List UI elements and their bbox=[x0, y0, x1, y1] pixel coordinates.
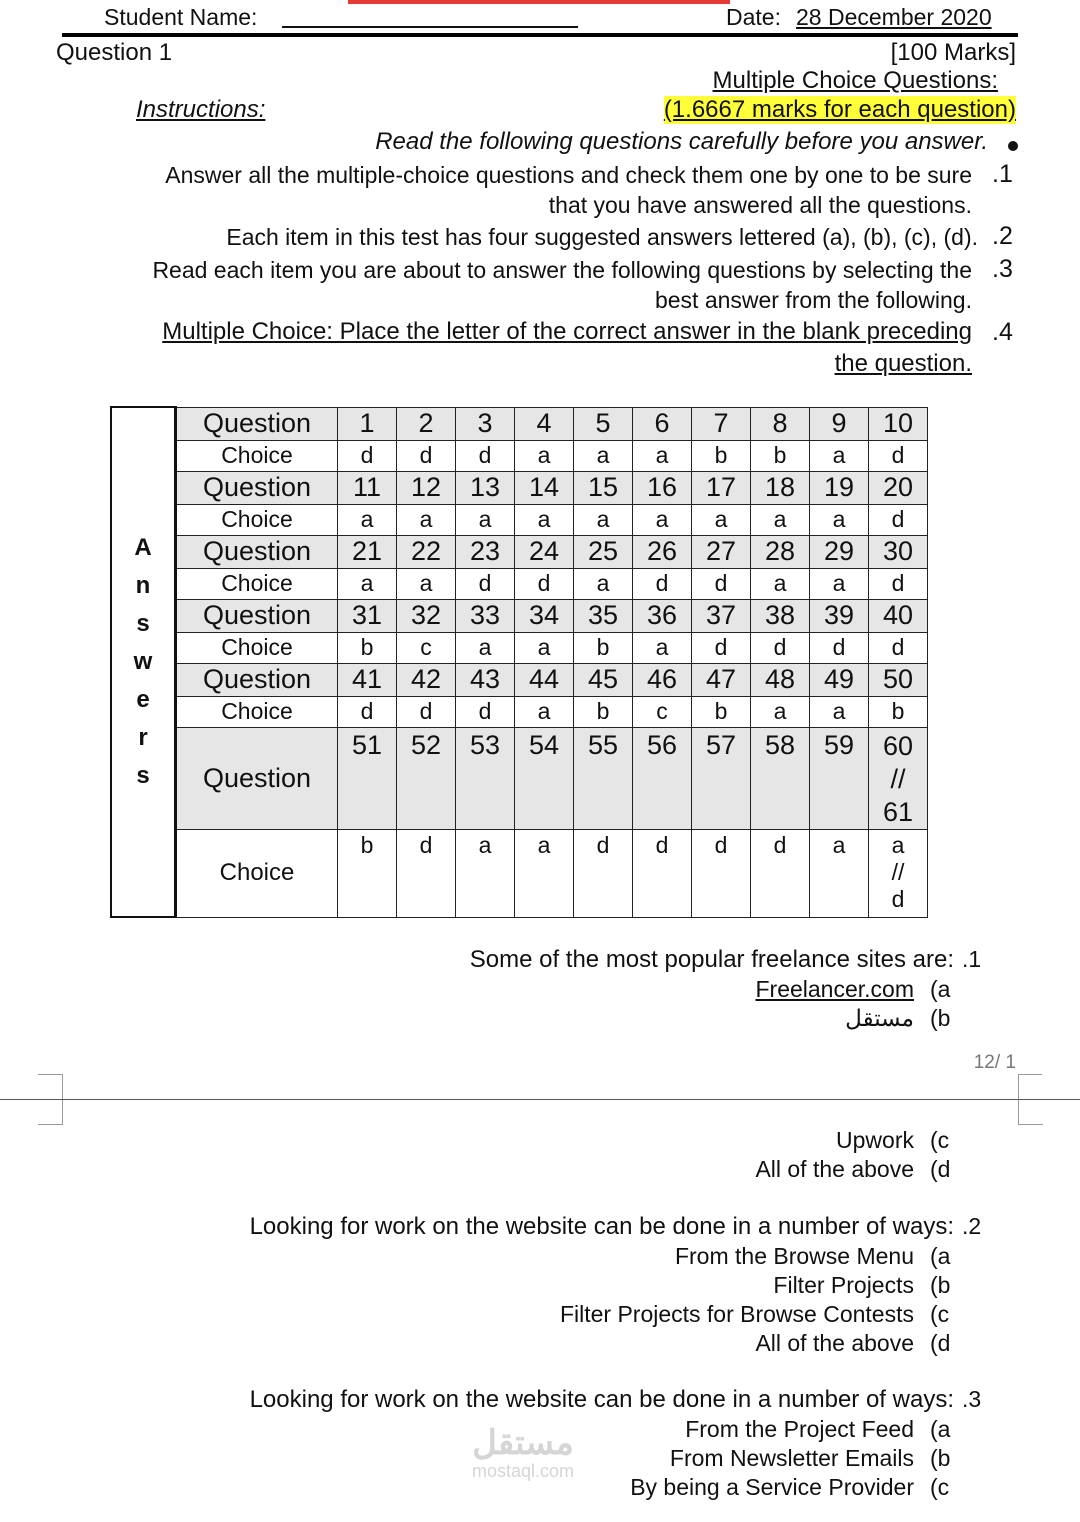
question-number: 58 bbox=[751, 727, 810, 829]
choice-row-label: Choice bbox=[176, 632, 338, 663]
mcq-marks: (1.6667 marks for each question) bbox=[663, 96, 1016, 123]
table-row bbox=[111, 407, 928, 440]
question-number: 51 bbox=[338, 727, 397, 829]
question-number: 57 bbox=[692, 727, 751, 829]
question-row-label: Question bbox=[176, 727, 338, 829]
question-number: 19 bbox=[810, 471, 869, 504]
question-number: 43 bbox=[456, 663, 515, 696]
answer-choice: a bbox=[397, 568, 456, 599]
answer-choice: b bbox=[574, 696, 633, 727]
question-number: 25 bbox=[574, 535, 633, 568]
question-1-option-b-label: (b bbox=[930, 1005, 951, 1031]
question-number: 5 bbox=[574, 407, 633, 440]
mostaql-watermark: مستقل mostaql.com bbox=[472, 1424, 575, 1481]
question-number: 33 bbox=[456, 599, 515, 632]
answer-choice: d bbox=[574, 829, 633, 917]
answer-choice: d bbox=[869, 632, 928, 663]
question-number: 42 bbox=[397, 663, 456, 696]
instruction-1-number: .1 bbox=[992, 160, 1013, 188]
question-number: 16 bbox=[633, 471, 692, 504]
answer-choice: a bbox=[574, 504, 633, 535]
question-1-option-a-label: (a bbox=[930, 976, 951, 1002]
answer-choice-last: a // d bbox=[869, 829, 928, 917]
question-number: 3 bbox=[456, 407, 515, 440]
answer-choice: a bbox=[810, 568, 869, 599]
table-row bbox=[111, 829, 928, 917]
answers-table bbox=[110, 406, 928, 918]
question-number: 15 bbox=[574, 471, 633, 504]
question-number: 31 bbox=[338, 599, 397, 632]
question-number: 27 bbox=[692, 535, 751, 568]
question-row-label: Question bbox=[176, 535, 338, 568]
question-number: 30 bbox=[869, 535, 928, 568]
question-number: 37 bbox=[692, 599, 751, 632]
question-number: 26 bbox=[633, 535, 692, 568]
instruction-4-number: .4 bbox=[992, 318, 1013, 346]
question-number: 40 bbox=[869, 599, 928, 632]
choice-row-label: Choice bbox=[176, 440, 338, 471]
question-number: 9 bbox=[810, 407, 869, 440]
table-row bbox=[111, 632, 928, 663]
answer-choice: a bbox=[515, 440, 574, 471]
question-2-number: .2 bbox=[962, 1213, 982, 1239]
question-2-option-d: All of the above bbox=[755, 1330, 914, 1356]
question-number: 48 bbox=[751, 663, 810, 696]
answer-choice: b bbox=[692, 440, 751, 471]
question-3-option-a-label: (a bbox=[930, 1416, 951, 1442]
question-number: 6 bbox=[633, 407, 692, 440]
answer-choice: d bbox=[869, 440, 928, 471]
answer-choice: a bbox=[810, 440, 869, 471]
question-1-number: .1 bbox=[962, 946, 982, 972]
date-value: 28 December 2020 bbox=[796, 4, 992, 30]
answer-choice: a bbox=[456, 829, 515, 917]
answer-choice: d bbox=[633, 829, 692, 917]
table-row bbox=[111, 471, 928, 504]
question-3-option-b-label: (b bbox=[930, 1445, 951, 1471]
question-number: 29 bbox=[810, 535, 869, 568]
answer-choice: b bbox=[574, 632, 633, 663]
answer-choice: a bbox=[515, 696, 574, 727]
answer-choice: a bbox=[338, 568, 397, 599]
instruction-3-number: .3 bbox=[992, 255, 1013, 283]
answer-choice: b bbox=[338, 632, 397, 663]
question-number: 55 bbox=[574, 727, 633, 829]
page-number: 12/ 1 bbox=[973, 1052, 1016, 1073]
question-number: 4 bbox=[515, 407, 574, 440]
question-number: 53 bbox=[456, 727, 515, 829]
table-row bbox=[111, 727, 928, 829]
answer-choice: a bbox=[456, 504, 515, 535]
question-3-option-c-label: (c bbox=[930, 1474, 950, 1500]
question-number: 12 bbox=[397, 471, 456, 504]
answer-choice: d bbox=[397, 829, 456, 917]
answer-choice: a bbox=[810, 504, 869, 535]
question-2-option-d-label: (d bbox=[930, 1330, 951, 1356]
answer-choice: c bbox=[397, 632, 456, 663]
answer-choice: b bbox=[751, 440, 810, 471]
answer-choice: a bbox=[633, 504, 692, 535]
answer-choice: b bbox=[338, 829, 397, 917]
question-3-text: Looking for work on the website can be done in a number of ways: bbox=[249, 1386, 954, 1413]
instruction-4-line-2: the question. bbox=[834, 350, 972, 377]
answer-choice: d bbox=[338, 440, 397, 471]
question-number: 45 bbox=[574, 663, 633, 696]
table-row bbox=[111, 568, 928, 599]
answer-choice: a bbox=[751, 504, 810, 535]
answer-choice: a bbox=[751, 568, 810, 599]
date-label: Date: bbox=[726, 4, 781, 30]
answer-choice: d bbox=[633, 568, 692, 599]
instruction-1-line-1: Answer all the multiple-choice questions and check them one by one to be sure bbox=[165, 162, 972, 188]
answer-choice: d bbox=[869, 568, 928, 599]
bullet-instruction: Read the following questions carefully before you answer. bbox=[375, 128, 988, 155]
question-number-last: 60 // 61 bbox=[869, 727, 928, 829]
question-number: 10 bbox=[869, 407, 928, 440]
table-row bbox=[111, 663, 928, 696]
question-1-option-d-label: (d bbox=[930, 1156, 951, 1182]
question-number: 22 bbox=[397, 535, 456, 568]
question-number: 39 bbox=[810, 599, 869, 632]
answer-choice: d bbox=[751, 632, 810, 663]
question-3-number: .3 bbox=[962, 1386, 982, 1412]
answer-choice: d bbox=[692, 568, 751, 599]
question-label: Question 1 bbox=[56, 39, 173, 66]
instruction-1-line-2: that you have answered all the questions. bbox=[548, 192, 972, 218]
answer-choice: a bbox=[692, 504, 751, 535]
answer-choice: a bbox=[397, 504, 456, 535]
answer-choice: a bbox=[515, 829, 574, 917]
table-row bbox=[111, 696, 928, 727]
question-1-text: Some of the most popular freelance sites are: bbox=[469, 946, 954, 973]
answer-choice: d bbox=[692, 829, 751, 917]
answer-choice: a bbox=[633, 632, 692, 663]
question-1-option-d: All of the above bbox=[755, 1156, 914, 1182]
instruction-3-line-2: best answer from the following. bbox=[654, 287, 972, 313]
question-number: 7 bbox=[692, 407, 751, 440]
question-number: 13 bbox=[456, 471, 515, 504]
answer-choice: d bbox=[338, 696, 397, 727]
question-number: 56 bbox=[633, 727, 692, 829]
question-2-option-a-label: (a bbox=[930, 1243, 951, 1269]
answer-choice: b bbox=[692, 696, 751, 727]
question-number: 44 bbox=[515, 663, 574, 696]
answer-choice: b bbox=[869, 696, 928, 727]
question-number: 18 bbox=[751, 471, 810, 504]
choice-row-label: Choice bbox=[176, 696, 338, 727]
answer-choice: a bbox=[751, 696, 810, 727]
table-row bbox=[111, 599, 928, 632]
question-number: 41 bbox=[338, 663, 397, 696]
question-row-label: Question bbox=[176, 599, 338, 632]
question-number: 38 bbox=[751, 599, 810, 632]
question-number: 47 bbox=[692, 663, 751, 696]
answer-choice: a bbox=[338, 504, 397, 535]
instruction-2-line-1: Each item in this test has four suggested answers lettered (a), (b), (c), (d). bbox=[226, 224, 978, 250]
question-number: 17 bbox=[692, 471, 751, 504]
question-row-label: Question bbox=[176, 663, 338, 696]
question-1-option-c-label: (c bbox=[930, 1127, 950, 1153]
answer-choice: a bbox=[633, 440, 692, 471]
choice-row-label: Choice bbox=[176, 568, 338, 599]
table-row bbox=[111, 535, 928, 568]
question-number: 32 bbox=[397, 599, 456, 632]
instruction-4-line-1: Multiple Choice: Place the letter of the correct answer in the blank preceding bbox=[162, 318, 972, 345]
question-3-option-b: From Newsletter Emails bbox=[669, 1445, 914, 1471]
answer-choice: a bbox=[456, 632, 515, 663]
instruction-3-line-1: Read each item you are about to answer the following questions by selecting the bbox=[152, 257, 972, 283]
question-number: 46 bbox=[633, 663, 692, 696]
question-number: 34 bbox=[515, 599, 574, 632]
question-number: 35 bbox=[574, 599, 633, 632]
choice-row-label: Choice bbox=[176, 504, 338, 535]
answer-choice: a bbox=[810, 829, 869, 917]
header-rule bbox=[62, 33, 1018, 37]
question-number: 14 bbox=[515, 471, 574, 504]
question-number: 20 bbox=[869, 471, 928, 504]
question-number: 21 bbox=[338, 535, 397, 568]
question-2-option-c-label: (c bbox=[930, 1301, 950, 1327]
answer-choice: d bbox=[397, 440, 456, 471]
question-row-label: Question bbox=[176, 471, 338, 504]
table-row bbox=[111, 440, 928, 471]
question-row-label: Question bbox=[176, 407, 338, 440]
question-number: 54 bbox=[515, 727, 574, 829]
crop-mark bbox=[38, 1124, 62, 1125]
question-number: 36 bbox=[633, 599, 692, 632]
question-2-option-c: Filter Projects for Browse Contests bbox=[559, 1301, 914, 1327]
question-2-option-b-label: (b bbox=[930, 1272, 951, 1298]
answer-choice: d bbox=[692, 632, 751, 663]
question-number: 2 bbox=[397, 407, 456, 440]
question-number: 52 bbox=[397, 727, 456, 829]
question-1-option-c: Upwork bbox=[836, 1127, 914, 1153]
question-1-option-a: Freelancer.com bbox=[755, 976, 914, 1002]
question-1-option-b: مستقل bbox=[845, 1005, 914, 1031]
answer-choice: d bbox=[456, 696, 515, 727]
question-number: 28 bbox=[751, 535, 810, 568]
choice-row-label: Choice bbox=[176, 829, 338, 917]
question-number: 24 bbox=[515, 535, 574, 568]
question-number: 50 bbox=[869, 663, 928, 696]
question-2-option-b: Filter Projects bbox=[773, 1272, 914, 1298]
question-2-text: Looking for work on the website can be done in a number of ways: bbox=[249, 1213, 954, 1240]
answer-choice: d bbox=[751, 829, 810, 917]
table-row bbox=[111, 504, 928, 535]
page-separator bbox=[0, 1099, 1080, 1100]
crop-mark bbox=[1018, 1074, 1042, 1075]
question-number: 23 bbox=[456, 535, 515, 568]
question-3-option-c: By being a Service Provider bbox=[630, 1474, 914, 1500]
question-3-option-a: From the Project Feed bbox=[685, 1416, 914, 1442]
answer-choice: a bbox=[515, 632, 574, 663]
answer-choice: d bbox=[810, 632, 869, 663]
answer-choice: a bbox=[810, 696, 869, 727]
answer-choice: a bbox=[574, 568, 633, 599]
question-number: 1 bbox=[338, 407, 397, 440]
bullet-icon bbox=[1008, 141, 1018, 151]
answer-choice: a bbox=[515, 504, 574, 535]
instruction-2-number: .2 bbox=[992, 222, 1013, 250]
answer-choice: d bbox=[456, 568, 515, 599]
question-2-option-a: From the Browse Menu bbox=[674, 1243, 914, 1269]
answer-choice: d bbox=[869, 504, 928, 535]
student-name-blank bbox=[282, 4, 578, 28]
answer-choice: c bbox=[633, 696, 692, 727]
question-number: 8 bbox=[751, 407, 810, 440]
total-marks: [100 Marks] bbox=[890, 39, 1016, 66]
answer-choice: d bbox=[515, 568, 574, 599]
answers-side-label: A n s w e r s bbox=[111, 407, 176, 917]
student-name-label: Student Name: bbox=[104, 4, 258, 30]
answer-choice: d bbox=[456, 440, 515, 471]
question-number: 49 bbox=[810, 663, 869, 696]
mcq-title: Multiple Choice Questions: bbox=[712, 67, 998, 94]
instructions-label: Instructions: bbox=[136, 96, 266, 123]
answer-choice: a bbox=[574, 440, 633, 471]
answer-choice: d bbox=[397, 696, 456, 727]
question-number: 59 bbox=[810, 727, 869, 829]
question-number: 11 bbox=[338, 471, 397, 504]
